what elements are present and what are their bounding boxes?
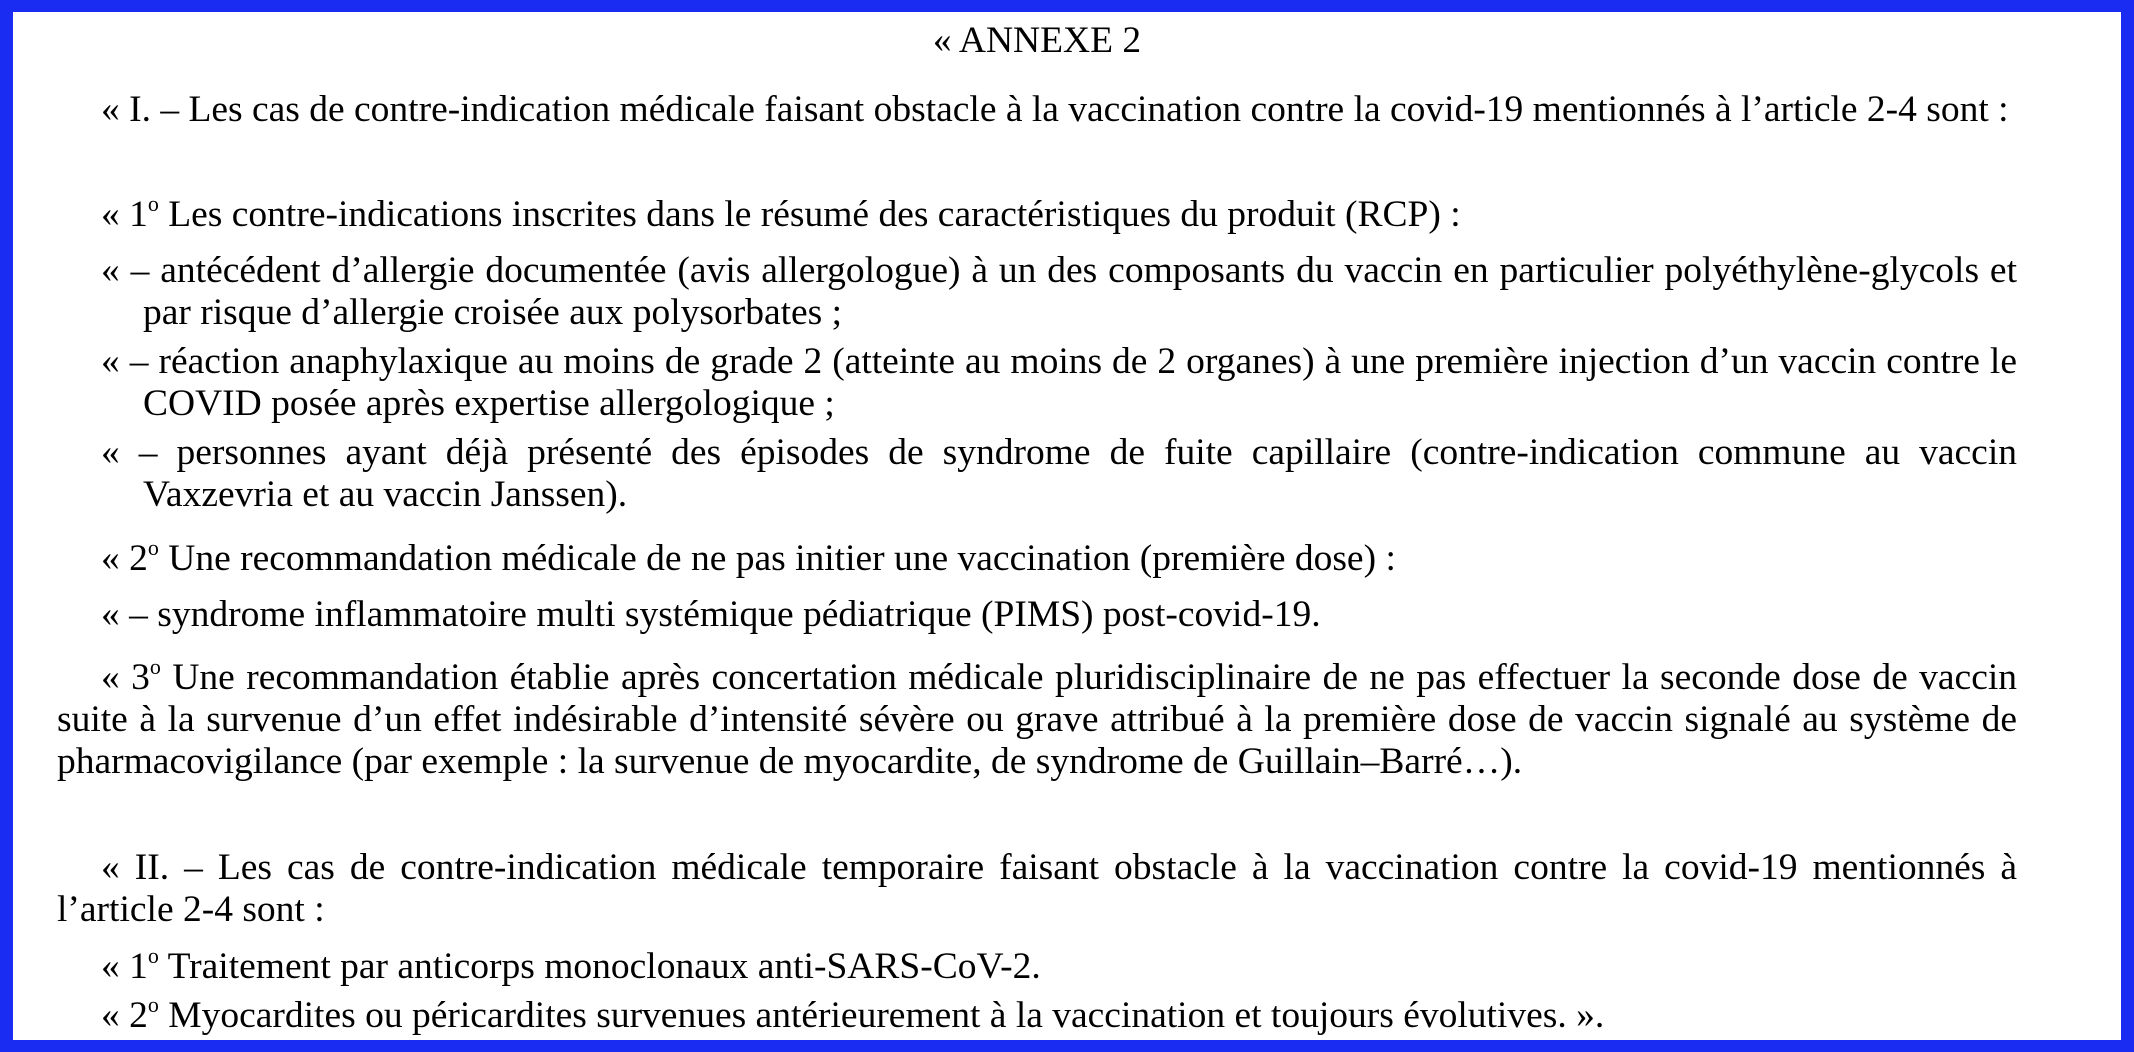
section-1-item-3 [57,654,2018,783]
ordinal-indicator: o [147,535,159,560]
item-text: Une recommandation établie après concertation médicale pluridisciplinaire de ne pas effectuer la seconde dose de vaccin suite à la survenue d’un effet indésirable d’intensité sévère ou grave attribué à la première dose de vaccin signalé au système de pharmacovigilance (par exemple : la survenue de myocardite, de syndrome de Guillain–Barré…). [57,657,2018,782]
section-1-item-2 [57,535,2017,580]
item-prefix: « 2 [101,538,148,579]
section-2-item-1 [57,943,2017,988]
section-1-item-1-dash-2: « – réaction anaphylaxique au moins de grade 2 (atteinte au moins de 2 organes) à une première injection d’un vaccin contre le COVID posée après expertise allergologique ; [101,341,2017,424]
item-prefix: « 3 [101,657,150,698]
item-prefix: « 1 [101,946,148,987]
item-text: Une recommandation médicale de ne pas initier une vaccination (première dose) : [158,538,1396,579]
item-text: Les contre-indications inscrites dans le résumé des caractéristiques du produit (RCP) : [158,194,1461,235]
section-2-intro: « II. – Les cas de contre-indication médicale temporaire faisant obstacle à la vaccination contre la covid-19 mentionnés à l’article 2-4 sont : [57,847,2017,930]
item-prefix: « 2 [101,995,148,1036]
ordinal-indicator: o [147,943,159,968]
section-1-item-1-dash-1: « – antécédent d’allergie documentée (avis allergologue) à un des composants du vaccin en particulier polyéthylène-glycols et par risque d’allergie croisée aux polysorbates ; [101,250,2017,333]
section-2-item-2 [57,992,2017,1037]
item-prefix: « 1 [101,194,148,235]
item-text: Myocardites ou péricardites survenues antérieurement à la vaccination et toujours évolutives. ». [158,995,1605,1036]
ordinal-indicator: o [147,191,159,216]
ordinal-indicator: o [147,992,159,1017]
item-text: Traitement par anticorps monoclonaux anti-SARS-CoV-2. [158,946,1041,987]
ordinal-indicator: o [149,654,161,679]
section-1-intro: « I. – Les cas de contre-indication médicale faisant obstacle à la vaccination contre la covid-19 mentionnés à l’article 2-4 sont : [101,89,2009,130]
section-1-item-1 [57,191,2017,236]
section-1-item-2-dash-1: « – syndrome inflammatoire multi systémique pédiatrique (PIMS) post-covid-19. [101,594,1321,635]
section-1-item-1-dash-3: « – personnes ayant déjà présenté des épisodes de syndrome de fuite capillaire (contre-indication commune au vaccin Vaxzevria et au vaccin Janssen). [101,432,2017,515]
annex-title: « ANNEXE 2 [932,20,1142,61]
